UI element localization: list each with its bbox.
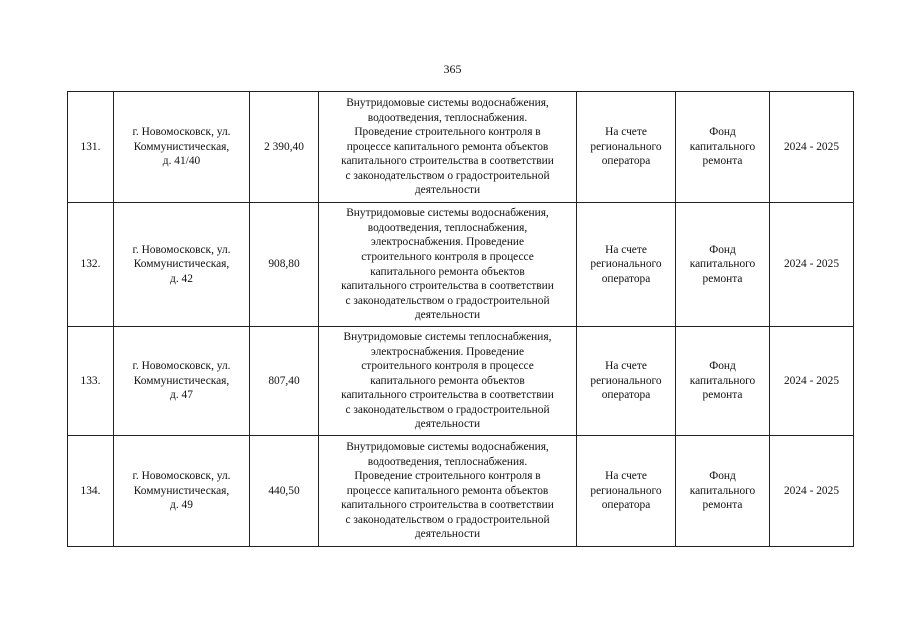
amount-cell: 2 390,40 (250, 92, 319, 203)
period-cell: 2024 - 2025 (770, 327, 854, 436)
table-row (68, 327, 854, 436)
address-cell: г. Новомосковск, ул. Коммунистическая, д. 42 (114, 203, 250, 327)
fund-source-cell: Фонд капитального ремонта (676, 203, 770, 327)
address-cell: г. Новомосковск, ул. Коммунистическая, д. 41/40 (114, 92, 250, 203)
address-cell: г. Новомосковск, ул. Коммунистическая, д. 47 (114, 327, 250, 436)
account-cell: На счете регионального оператора (577, 327, 676, 436)
account-cell: На счете регионального оператора (577, 436, 676, 547)
amount-cell: 440,50 (250, 436, 319, 547)
table-row (68, 92, 854, 203)
fund-source-cell: Фонд капитального ремонта (676, 436, 770, 547)
table-row (68, 203, 854, 327)
fund-source-cell: Фонд капитального ремонта (676, 327, 770, 436)
address-cell: г. Новомосковск, ул. Коммунистическая, д. 49 (114, 436, 250, 547)
work-description-cell: Внутридомовые системы водоснабжения, водоотведения, теплоснабжения, электроснабжения. Проведение строительного контроля в процессе капитального ремонта объектов капитального строительства в соответствии с законодательством о градостроительной деятельности (319, 203, 577, 327)
period-cell: 2024 - 2025 (770, 92, 854, 203)
period-cell: 2024 - 2025 (770, 203, 854, 327)
table-row (68, 436, 854, 547)
period-cell: 2024 - 2025 (770, 436, 854, 547)
fund-source-cell: Фонд капитального ремонта (676, 92, 770, 203)
work-description-cell: Внутридомовые системы водоснабжения, водоотведения, теплоснабжения. Проведение строительного контроля в процессе капитального ремонта объектов капитального строительства в соответствии с законодательством о градостроительной деятельности (319, 92, 577, 203)
amount-cell: 908,80 (250, 203, 319, 327)
row-number: 134. (68, 436, 114, 547)
row-number: 132. (68, 203, 114, 327)
repair-program-table (67, 91, 854, 547)
amount-cell: 807,40 (250, 327, 319, 436)
page-number: 365 (443, 62, 462, 76)
account-cell: На счете регионального оператора (577, 92, 676, 203)
row-number: 133. (68, 327, 114, 436)
work-description-cell: Внутридомовые системы теплоснабжения, электроснабжения. Проведение строительного контроля в процессе капитального ремонта объектов капитального строительства в соответствии с законодательством о градостроительной деятельности (319, 327, 577, 436)
account-cell: На счете регионального оператора (577, 203, 676, 327)
row-number: 131. (68, 92, 114, 203)
work-description-cell: Внутридомовые системы водоснабжения, водоотведения, теплоснабжения. Проведение строительного контроля в процессе капитального ремонта объектов капитального строительства в соответствии с законодательством о градостроительной деятельности (319, 436, 577, 547)
